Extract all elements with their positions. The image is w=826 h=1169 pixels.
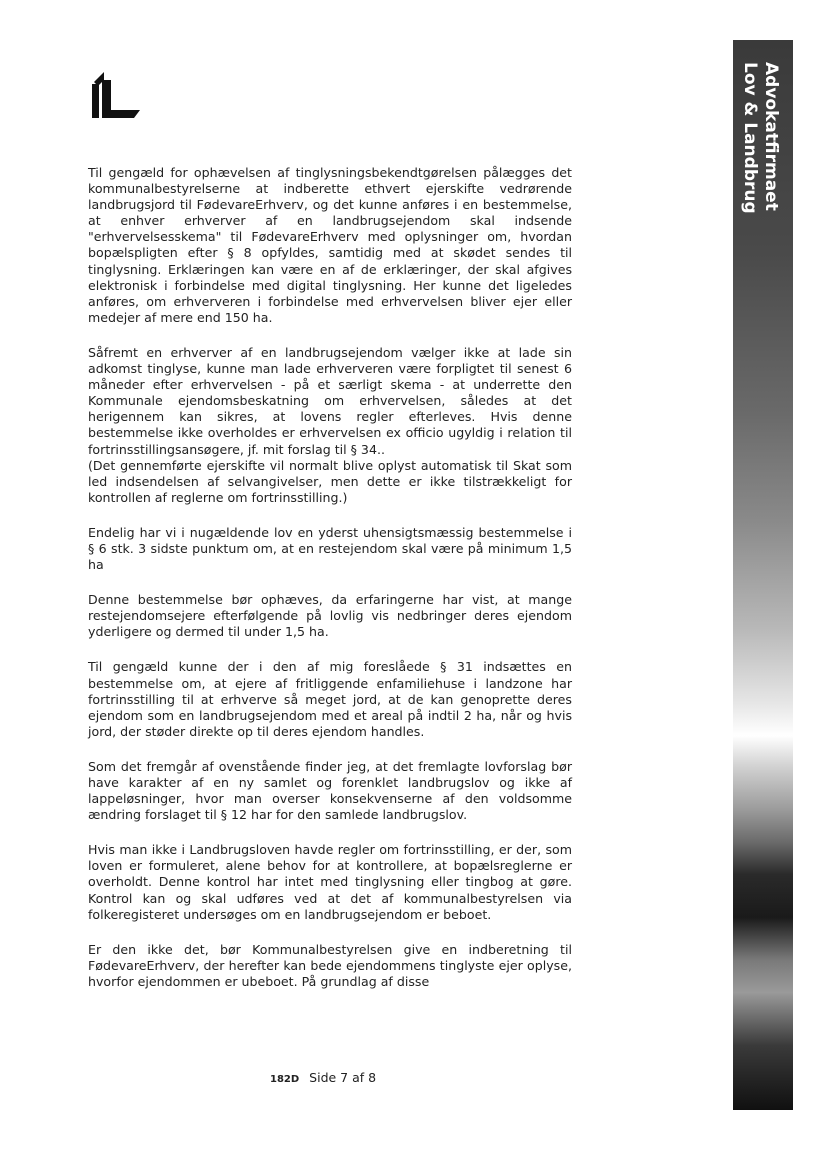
logo-icon <box>88 70 142 120</box>
firm-name <box>739 62 781 214</box>
document-code: 182D <box>270 1074 300 1085</box>
page-number: Side 7 af 8 <box>309 1070 377 1085</box>
paragraph-3: Endelig har vi i nugældende lov en yderst uhensigtsmæssig bestemmelse i § 6 stk. 3 sidste punktum om, at en restejendom skal være på minimum 1,5 ha <box>88 524 572 573</box>
paragraph-7: Hvis man ikke i Landbrugsloven havde regler om fortrinsstilling, er der, som loven er formuleret, alene behov for at kontrollere, at bopælsreglerne er overholdt. Denne kontrol har intet med tinglysning eller tingbog at gøre. Kontrol kan og skal udføres ved at det af kommunalbestyrelsen via folkeregisteret undersøges om en landbrugsejendom er beboet. <box>88 842 572 922</box>
page-footer <box>270 1070 376 1085</box>
paragraph-6: Som det fremgår af ovenstående finder jeg, at det fremlagte lovforslag bør have karakter af en ny samlet og forenklet landbrugslov og ikke af lappeløsninger, hvor man overser konsekvenserne af den voldsomme ændring forslaget til § 12 har for den samlede landbrugslov. <box>88 758 572 823</box>
paragraph-2: Såfremt en erhverver af en landbrugsejendom vælger ikke at lade sin adkomst tinglyse, kunne man lade erhververen være forpligtet til senest 6 måneder efter erhvervelsen - på et særligt skema - at underrette den Kommunale ejendomsbeskatning om erhvervelsen, således at det herigennem kan sikres, at lovens regler efterleves. Hvis denne bestemmelse ikke overholdes er erhvervelsen ex officio ugyldig i relation til fortrinsstillingsansøgere, jf. mit forslag til § 34.. (Det gennemførte ejerskifte vil normalt blive oplyst automatisk til Skat som led indsendelsen af selvangivelser, men dette er ikke tilstrækkeligt for kontrollen af reglerne om fortrinsstilling.) <box>88 344 572 505</box>
paragraph-5: Til gengæld kunne der i den af mig foreslåede § 31 indsættes en bestemmelse om, at ejere af fritliggende enfamiliehuse i landzone har fortrinsstilling til at erhverve så meget jord, at de kan genoprette deres ejendom som en landbrugsejendom med et areal på indtil 2 ha, når og hvis jord, der støder direkte op til deres ejendom handles. <box>88 659 572 739</box>
paragraph-1: Til gengæld for ophævelsen af tinglysningsbekendtgørelsen pålægges det kommunalbestyrelserne at indberette ethvert ejerskifte vedrørende landbrugsjord til FødevareErhverv, og det kunne anføres i en bestemmelse, at enhver erhverver af en landbrugsejendom skal indsende "erhvervelsesskema" til FødevareErhverv med oplysninger om, hvordan bopælspligten efter § 8 opfyldes, samtidig med at skødet sendes til tinglysning. Erklæringen kan være en af de erklæringer, der skal afgives elektronisk i forbindelse med digital tinglysning. Her kunne det ligeledes anføres, om erhververen i forbindelse med erhvervelsen bliver ejer eller medejer af mere end 150 ha. <box>88 165 572 325</box>
firm-name-line-1: Advokatfirmaet <box>761 62 781 211</box>
firm-name-line-2: Lov & Landbrug <box>740 62 760 214</box>
document-body <box>88 165 572 1009</box>
firm-sidebar-banner <box>733 40 793 1110</box>
paragraph-8: Er den ikke det, bør Kommunalbestyrelsen give en indberetning til FødevareErhverv, der herefter kan bede ejendommens tinglyste ejer oplyse, hvorfor ejendommen er ubeboet. På grundlag af disse <box>88 941 572 989</box>
paragraph-4: Denne bestemmelse bør ophæves, da erfaringerne har vist, at mange restejendomsejere efterfølgende på lovlig vis nedbringer deres ejendom yderligere og dermed til under 1,5 ha. <box>88 592 572 640</box>
